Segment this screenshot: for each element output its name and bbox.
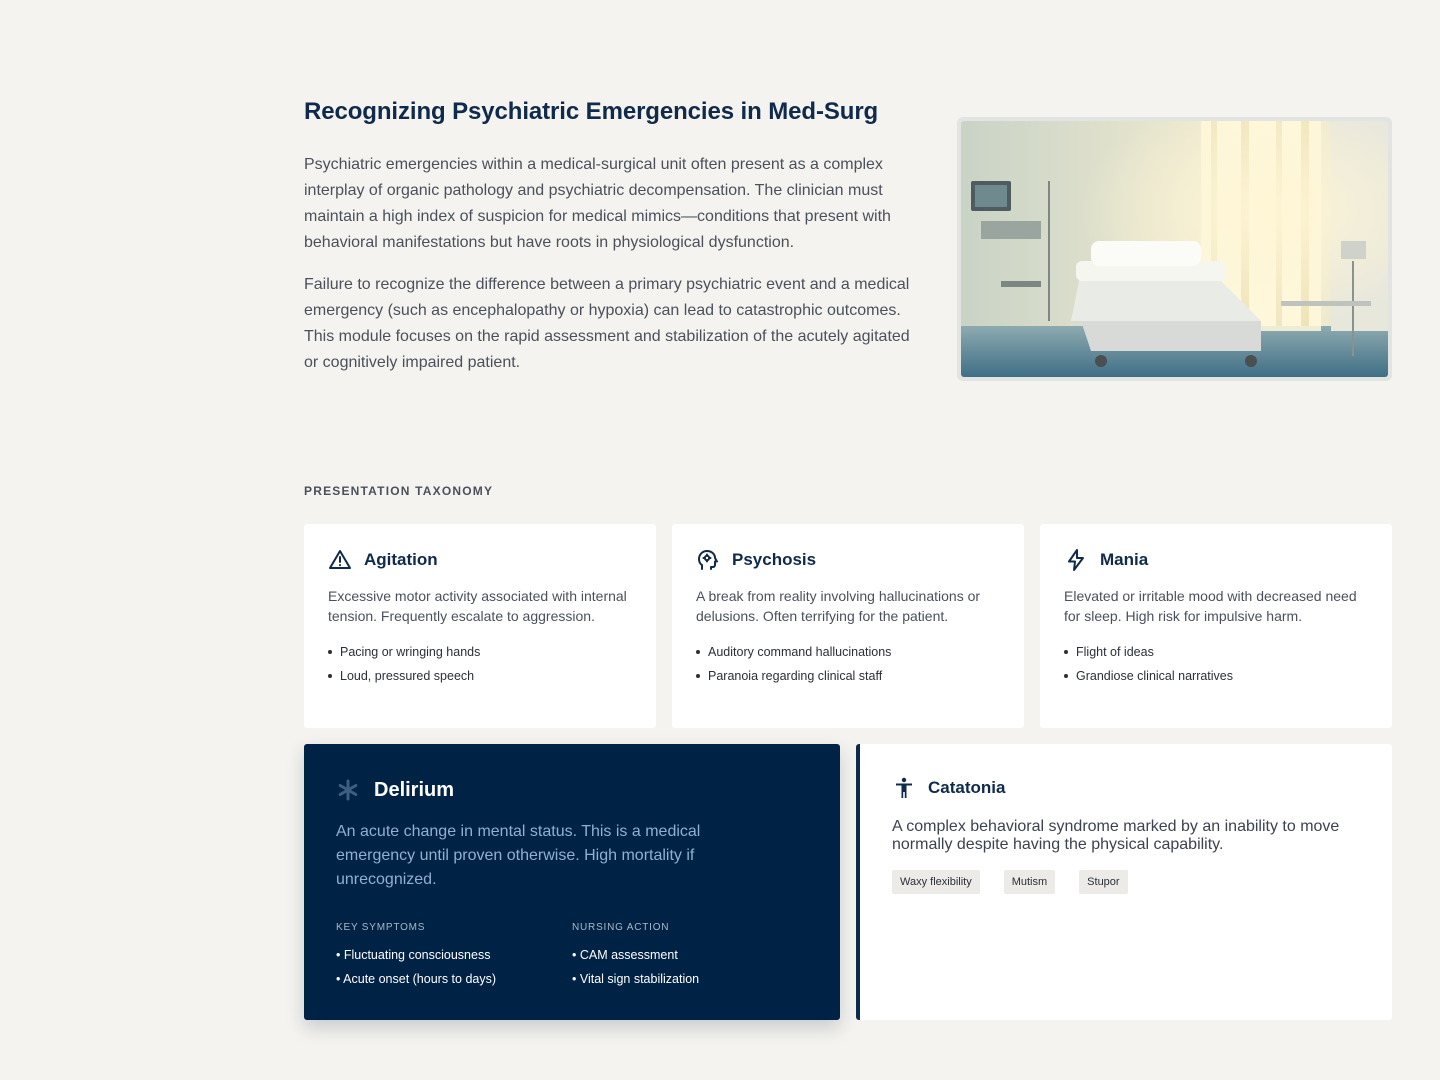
list-item: Grandiose clinical narratives xyxy=(1064,664,1368,688)
delirium-title: Delirium xyxy=(374,778,455,801)
catatonia-title: Catatonia xyxy=(928,778,1006,797)
tag-mutism: Mutism xyxy=(1004,870,1055,894)
psychosis-card[interactable] xyxy=(672,524,1024,728)
list-item: Flight of ideas xyxy=(1064,640,1368,664)
agitation-description: Excessive motor activity associated with internal tension. Frequently escalate to aggression. xyxy=(328,588,627,624)
list-item: Paranoia regarding clinical staff xyxy=(696,664,1000,688)
accessibility-person-icon xyxy=(892,776,916,800)
tag-stupor: Stupor xyxy=(1079,870,1127,894)
list-item: • CAM assessment xyxy=(572,948,678,962)
page-title: Recognizing Psychiatric Emergencies in Med-Surg xyxy=(304,98,879,125)
list-item: Pacing or wringing hands xyxy=(328,640,632,664)
list-item: • Fluctuating consciousness xyxy=(336,948,491,962)
agitation-card[interactable] xyxy=(304,524,656,728)
intro-paragraph-1: Psychiatric emergencies within a medical-surgical unit often present as a complex interplay of organic pathology and psychiatric decompensation. The clinician must maintain a high index of suspicion for medical mimics—conditions that present with behavioral manifestations but have roots in physiological dysfunction. xyxy=(304,156,891,251)
psychosis-title: Psychosis xyxy=(732,550,817,569)
mania-description: Elevated or irritable mood with decreased need for sleep. High risk for impulsive harm. xyxy=(1064,588,1357,624)
key-symptoms-title: KEY SYMPTOMS xyxy=(336,922,426,933)
list-item: Auditory command hallucinations xyxy=(696,640,1000,664)
mania-card[interactable] xyxy=(1040,524,1392,728)
delirium-description: An acute change in mental status. This is a medical emergency until proven otherwise. High mortality if unrecognized. xyxy=(336,823,701,888)
nursing-action-title: NURSING ACTION xyxy=(572,922,670,933)
tag-waxy-flexibility: Waxy flexibility xyxy=(892,870,980,894)
intro-section xyxy=(304,96,928,376)
catatonia-card[interactable] xyxy=(856,744,1392,1020)
lightning-bolt-icon xyxy=(1064,548,1088,572)
list-item: Loud, pressured speech xyxy=(328,664,632,688)
brain-head-icon xyxy=(696,548,720,572)
catatonia-description: A complex behavioral syndrome marked by an inability to move normally despite having the physical capability. xyxy=(892,818,1340,853)
mania-title: Mania xyxy=(1100,550,1149,569)
psychosis-list xyxy=(696,640,1000,688)
agitation-list xyxy=(328,640,632,688)
asterisk-icon xyxy=(336,778,360,802)
key-symptoms-column xyxy=(336,922,572,991)
nursing-action-column xyxy=(572,922,808,991)
list-item: • Vital sign stabilization xyxy=(572,972,700,986)
section-label: PRESENTATION TAXONOMY xyxy=(304,484,494,498)
mania-list xyxy=(1064,640,1368,688)
intro-paragraph-2: Failure to recognize the difference between a primary psychiatric event and a medical emergency (such as encephalopathy or hypoxia) can lead to catastrophic outcomes. This module focuses on the rapid assessment and stabilization of the acutely agitated or cognitively impaired patient. xyxy=(304,276,910,371)
list-item: • Acute onset (hours to days) xyxy=(336,972,497,986)
agitation-title: Agitation xyxy=(364,550,438,569)
warning-triangle-icon xyxy=(328,548,352,572)
hospital-room-image xyxy=(957,117,1392,381)
delirium-card[interactable] xyxy=(304,744,840,1020)
catatonia-tags xyxy=(892,870,1360,894)
psychosis-description: A break from reality involving hallucinations or delusions. Often terrifying for the patient. xyxy=(696,588,981,624)
